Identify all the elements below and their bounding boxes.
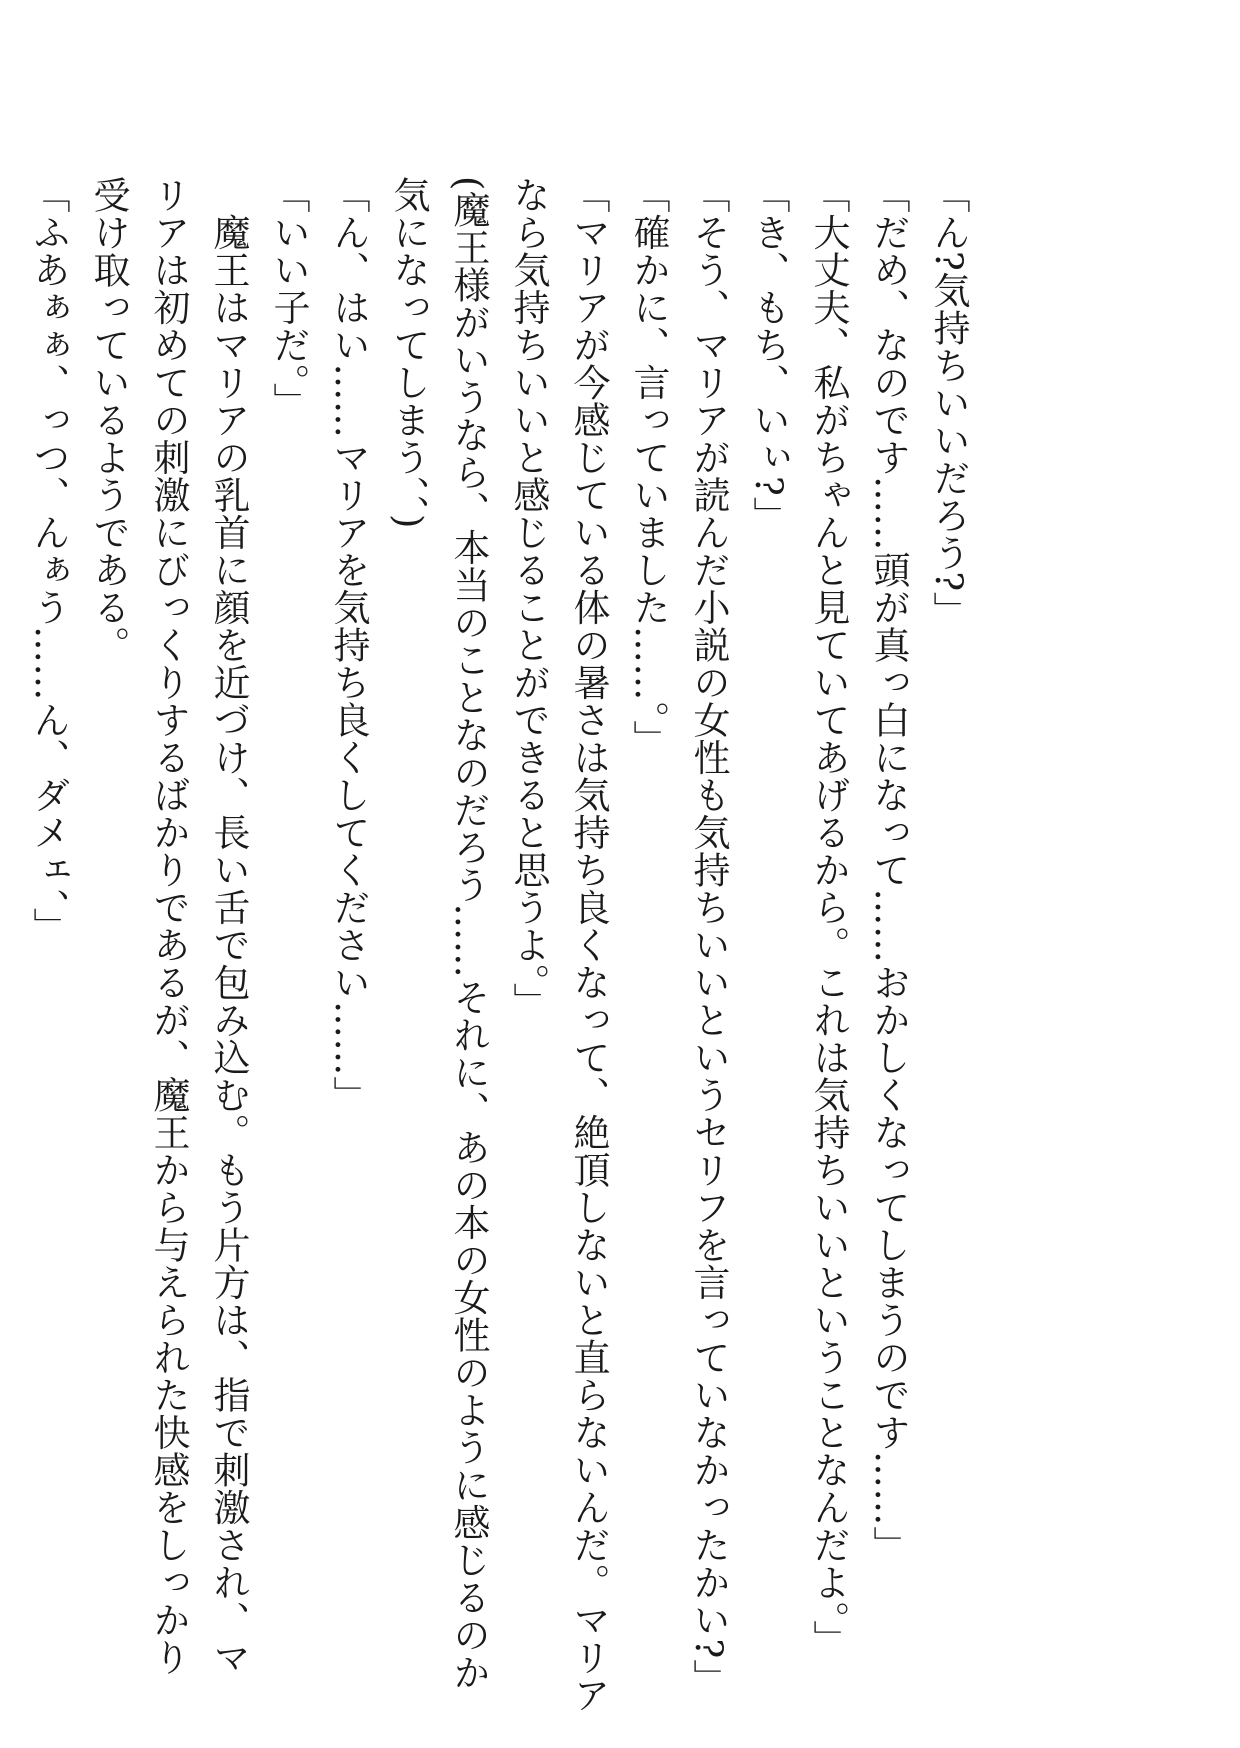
text-line: 魔王はマリアの乳首に顔を近づけ、長い舌で包み込む。もう片方は、指で刺激され、マ xyxy=(207,176,250,1676)
text-line: (魔王様がいうなら、本当のことなのだろう……それに、あの本の女性のように感じるのか xyxy=(447,176,490,1691)
text-line: 「ふあぁぁ、っつ、んぁう……ん、ダメェ、」 xyxy=(27,176,70,945)
text-line: 「ん、はい……マリアを気持ち良くしてください……」 xyxy=(327,176,370,1114)
text-line: 「き、もち、いぃ?」 xyxy=(747,176,790,534)
text-line: 「マリアが今感じている体の暑さは気持ち良くなって、絶頂しないと直らないんだ。マリア xyxy=(567,176,610,1714)
text-line: なら気持ちいいと感じることができると思うよ。」 xyxy=(507,176,550,1020)
text-line: 気になってしまう、、) xyxy=(387,176,430,529)
vertical-text-body xyxy=(18,176,978,1714)
text-line: リアは初めての刺激にびっくりするばかりであるが、魔王から与えられた快感をしっかり xyxy=(147,176,190,1676)
text-line: 「そう、マリアが読んだ小説の女性も気持ちいいというセリフを言っていなかったかい?」 xyxy=(687,176,730,1697)
text-line: 「大丈夫、私がちゃんと見ていてあげるから。これは気持ちいいということなんだよ。」 xyxy=(807,176,850,1658)
text-line: 「確かに、言っていました……。」 xyxy=(627,176,670,758)
text-line: 「いい子だ。」 xyxy=(267,176,310,420)
text-line: 「だめ、なのです……頭が真っ白になって……おかしくなってしまうのです……」 xyxy=(867,176,910,1564)
text-line: 受け取っているようである。 xyxy=(87,176,130,664)
text-line: 「ん?気持ちいいだろう?」 xyxy=(927,176,970,630)
